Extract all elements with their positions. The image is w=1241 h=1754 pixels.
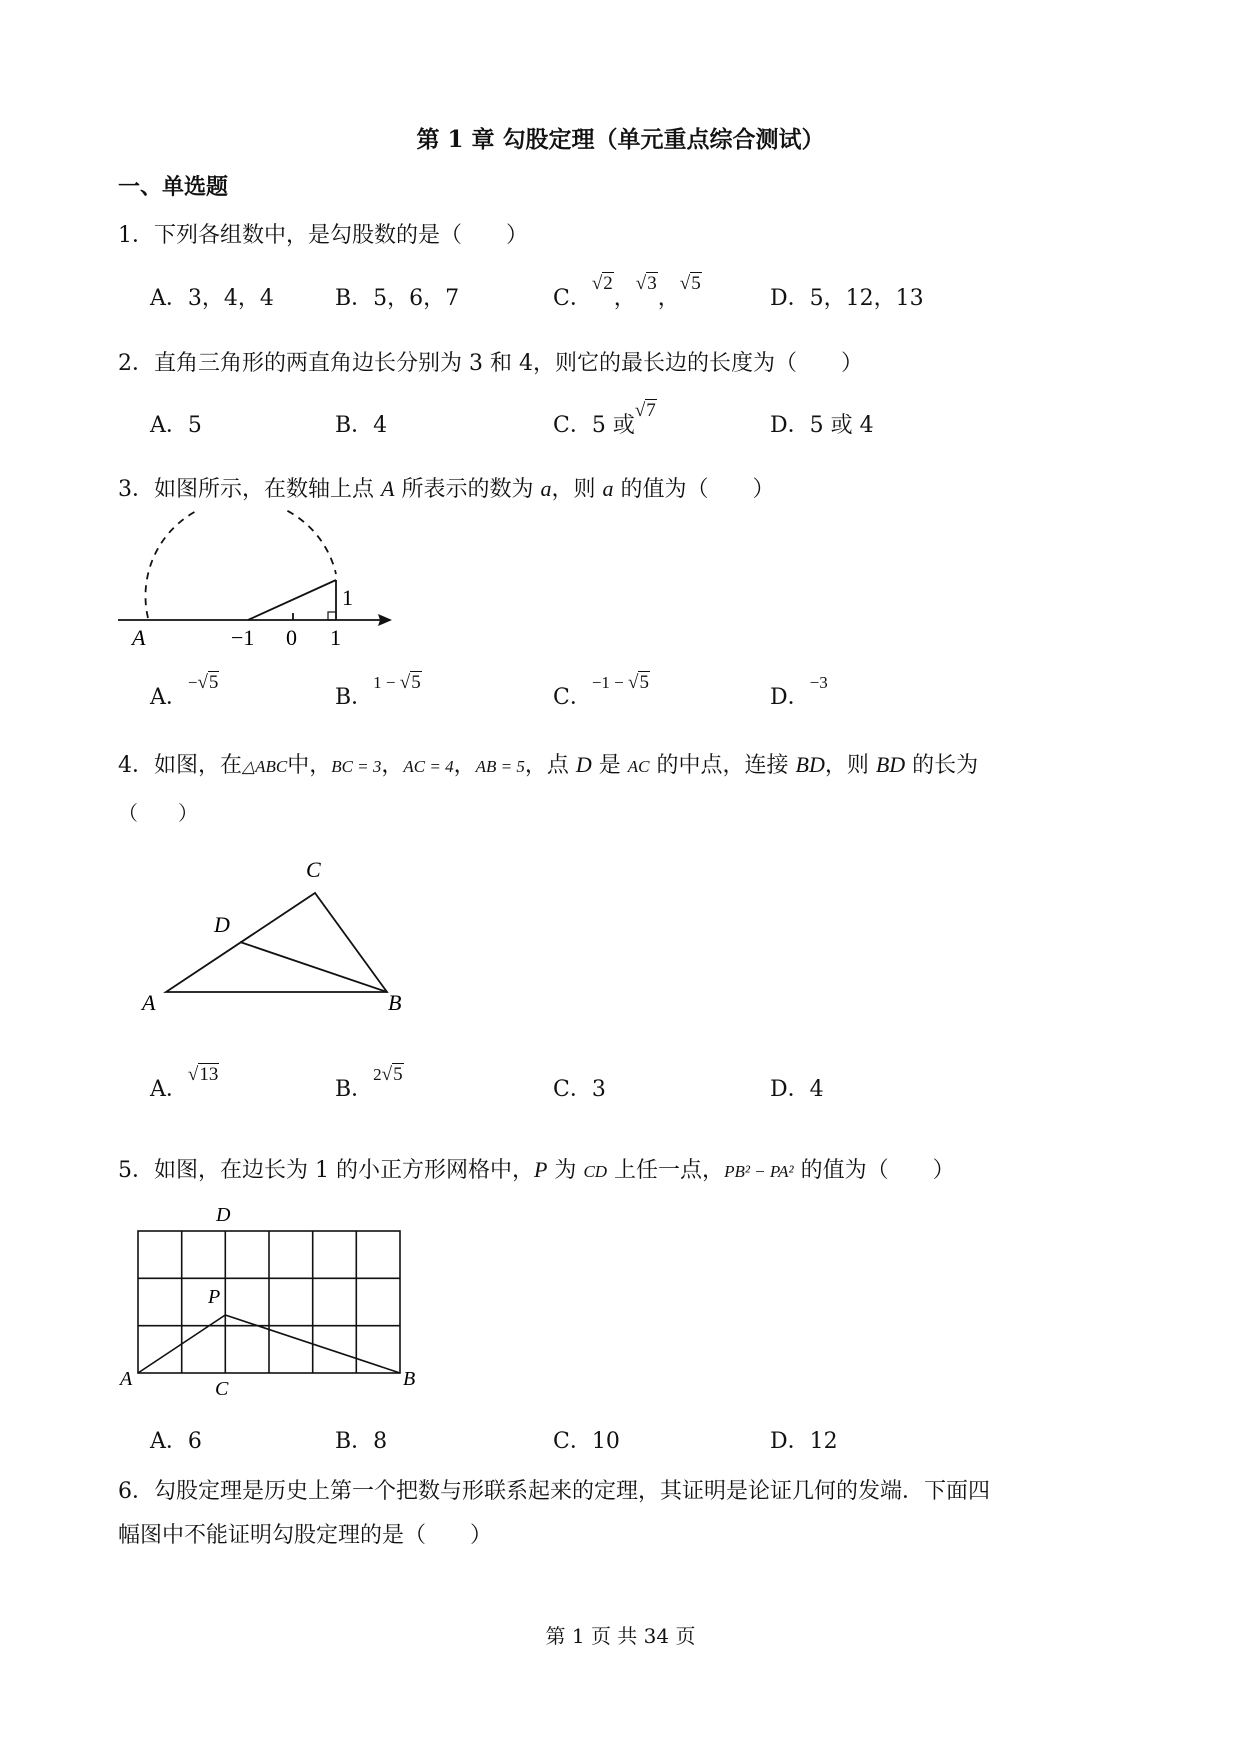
q4-stem-text: 中， xyxy=(287,753,332,778)
q3-stem-text: 所表示的数为 xyxy=(394,477,541,502)
q4-option-b-value: 2√5 xyxy=(373,1064,403,1085)
q4-fig-label-b: B xyxy=(388,990,402,1015)
q4-stem-text: ，则 xyxy=(824,753,876,778)
q4-fig-label-a: A xyxy=(142,990,156,1015)
q5-grid-figure xyxy=(110,1195,430,1395)
q4-option-a-label: A． xyxy=(150,1077,188,1102)
q3-fig-label-minus1: −1 xyxy=(231,625,255,650)
q4-option-c: C．3 xyxy=(553,1077,606,1102)
q3-stem-text: 3．如图所示，在数轴上点 xyxy=(118,477,381,502)
question-6-line-1: 6．勾股定理是历史上第一个把数与形联系起来的定理，其证明是论证几何的发端．下面四 xyxy=(118,1479,991,1504)
q3-option-a-value: −√5 xyxy=(187,672,219,693)
q3-option-a-label: A． xyxy=(150,685,188,710)
q5-fig-label-a: A xyxy=(120,1368,133,1390)
q4-fig-label-d: D xyxy=(214,912,230,937)
q5-option-d: D．12 xyxy=(770,1429,838,1454)
comma: ， xyxy=(613,286,636,311)
q4-stem-text: 的长为 xyxy=(905,753,979,778)
q5-expression: PB² − PA² xyxy=(724,1162,794,1181)
q4-option-b xyxy=(335,1064,404,1103)
comma: ， xyxy=(381,753,404,778)
q4-bc: BC = 3 xyxy=(331,757,382,776)
q3-fig-label-1: 1 xyxy=(330,625,341,650)
q2-option-d: D．5 或 4 xyxy=(770,413,874,438)
q4-bd: BD xyxy=(795,752,825,777)
page-title: 第 1 章 勾股定理（单元重点综合测试） xyxy=(416,126,825,153)
q3-option-b-label: B． xyxy=(335,685,374,710)
comma: ， xyxy=(657,286,680,311)
question-1-stem: 1．下列各组数中，是勾股数的是（ ） xyxy=(118,223,528,248)
q3-stem-text: ，则 xyxy=(551,477,603,502)
q3-option-d xyxy=(770,673,828,711)
q4-stem-text: 的中点，连接 xyxy=(649,753,796,778)
q4-option-d: D．4 xyxy=(770,1077,824,1102)
q1-option-a: A．3，4，4 xyxy=(150,286,274,311)
q5-stem-text: 的值为（ ） xyxy=(793,1158,955,1183)
q4-triangle-abc: △ABC xyxy=(242,757,288,776)
q3-var-a: a xyxy=(540,476,552,501)
q5-fig-label-b: B xyxy=(403,1368,416,1390)
comma: ， xyxy=(453,753,476,778)
coefficient: 2 xyxy=(373,1065,382,1084)
q3-option-d-label: D． xyxy=(770,685,810,710)
q5-option-b: B．8 xyxy=(335,1429,388,1454)
q1-sqrt-5: √5 xyxy=(679,273,701,294)
question-4-stem xyxy=(118,748,978,779)
q3-stem-text: 的值为（ ） xyxy=(613,477,775,502)
q5-option-a: A．6 xyxy=(150,1429,202,1454)
q4-stem-text: 4．如图，在 xyxy=(118,753,242,778)
q1-option-b: B．5，6，7 xyxy=(335,286,460,311)
q2-sqrt-7: √7 xyxy=(634,400,656,421)
q4-ac: AC xyxy=(627,757,650,776)
q1-sqrt-2: √2 xyxy=(591,273,613,294)
q3-fig-label-height: 1 xyxy=(342,585,353,610)
q4-ac: AC = 4 xyxy=(403,757,454,776)
q3-option-c xyxy=(553,672,650,711)
q5-fig-label-c: C xyxy=(215,1378,229,1395)
q4-bd: BD xyxy=(875,752,906,777)
q3-option-b-value: 1 − √5 xyxy=(373,672,421,693)
q4-sqrt-13: √13 xyxy=(187,1064,219,1085)
q3-point-a: A xyxy=(381,476,395,501)
q3-fig-label-0: 0 xyxy=(286,625,297,650)
q1-option-d: D．5，12，13 xyxy=(770,286,924,311)
q1-option-c xyxy=(553,273,702,312)
section-heading: 一、单选题 xyxy=(118,174,229,200)
question-5-stem xyxy=(118,1153,955,1184)
q1-sqrt-3: √3 xyxy=(635,273,657,294)
q4-option-b-label: B． xyxy=(335,1077,374,1102)
prefix: −1 − xyxy=(591,673,629,692)
q4-option-a xyxy=(150,1064,219,1103)
q3-option-c-value: −1 − √5 xyxy=(591,672,649,693)
question-2-stem: 2．直角三角形的两直角边长分别为 3 和 4，则它的最长边的长度为（ ） xyxy=(118,351,863,376)
minus-sign: − xyxy=(187,673,198,692)
q4-answer-paren: （ ） xyxy=(118,801,198,825)
q3-var-a: a xyxy=(602,476,614,501)
q5-stem-text: 5．如图，在边长为 1 的小正方形网格中， xyxy=(118,1158,534,1183)
page-footer: 第 1 页 共 34 页 xyxy=(545,1624,696,1648)
q4-fig-label-c: C xyxy=(306,857,321,882)
question-6-line-2: 幅图中不能证明勾股定理的是（ ） xyxy=(118,1523,493,1548)
q2-option-c-label: C．5 或 xyxy=(553,413,635,438)
q3-fig-label-a: A xyxy=(132,625,146,650)
q3-number-line-figure xyxy=(110,510,410,650)
q4-stem-text: ，点 xyxy=(524,753,576,778)
q5-point-p: P xyxy=(533,1157,548,1182)
q5-option-c: C．10 xyxy=(553,1429,620,1454)
q3-option-a xyxy=(150,672,219,711)
q5-fig-label-d: D xyxy=(216,1204,231,1226)
q1-option-c-label: C． xyxy=(553,286,592,311)
q4-stem-text: 是 xyxy=(591,753,628,778)
q3-option-b xyxy=(335,672,422,711)
q4-triangle-figure xyxy=(130,855,420,1015)
q5-segment-cd: CD xyxy=(583,1162,608,1181)
q2-option-a: A．5 xyxy=(150,413,202,438)
q4-point-d: D xyxy=(575,752,592,777)
q4-ab: AB = 5 xyxy=(475,757,525,776)
q5-stem-text: 上任一点， xyxy=(607,1158,725,1183)
q2-option-b: B．4 xyxy=(335,413,388,438)
q3-option-d-value: −3 xyxy=(809,673,828,692)
prefix: 1 − xyxy=(373,673,400,692)
q5-fig-label-p: P xyxy=(208,1286,221,1308)
q3-option-c-label: C． xyxy=(553,685,592,710)
q2-option-c xyxy=(553,400,657,439)
question-3-stem xyxy=(118,472,774,503)
q5-stem-text: 为 xyxy=(547,1158,584,1183)
